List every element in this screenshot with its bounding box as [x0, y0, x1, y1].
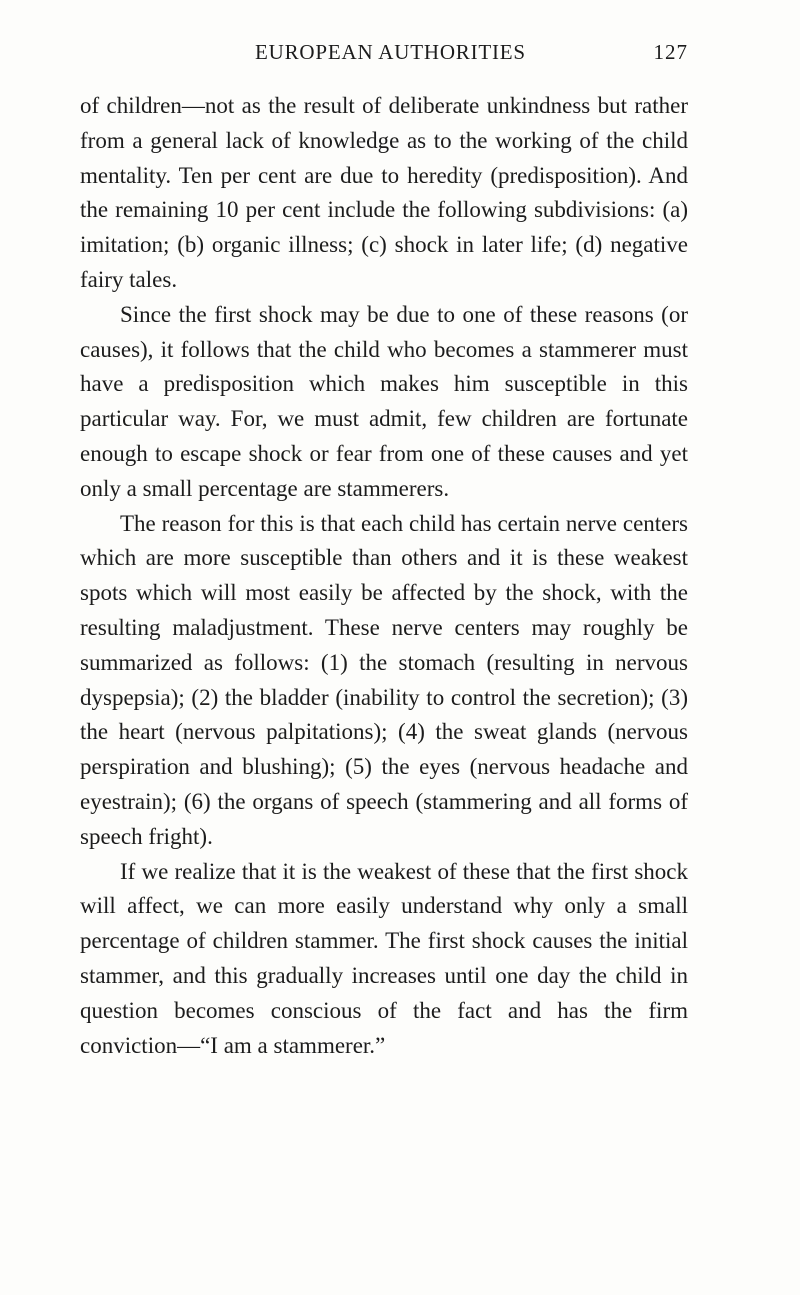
paragraph-2: Since the first shock may be due to one of these reasons (or causes), it follows that the child who becomes a stammerer must have a predisposition which makes him susceptible in this particular way. For, we must admit, few children are fortunate enough to escape shock or fear from one of these causes and yet only a small percentage are stammerers.: [80, 301, 688, 501]
paragraph-4: If we realize that it is the weakest of these that the first shock will affect, we can more easily understand why only a small percentage of children stammer. The first shock causes the initial stammer, and this gradually increases until one day the child in question becomes conscious of the fact and has the firm conviction—“I am a stammerer.”: [80, 858, 688, 1058]
paragraph-3: The reason for this is that each child has certain nerve centers which are more susceptible than others and it is these weakest spots which will most easily be affected by the shock, with the resulting maladjustment. These nerve centers may roughly be summarized as follows: (1) the stomach (resulting in nervous dyspepsia); (2) the bladder (inability to control the secretion); (3) the heart (nervous palpitations); (4) the sweat glands (nervous perspiration and blushing); (5) the eyes (nervous headache and eyestrain); (6) the organs of speech (stammering and all forms of speech fright).: [80, 510, 688, 849]
running-head: [80, 40, 688, 76]
book-page: [80, 40, 688, 1063]
paragraph-1: of children—not as the result of deliberate unkindness but rather from a general lack of knowledge as to the working of the child mentality. Ten per cent are due to heredity (predisposition). And the remaining 10 per cent include the following subdivisions: (a) imitation; (b) organic illness; (c) shock in later life; (d) negative fairy tales.: [80, 93, 688, 292]
running-title: EUROPEAN AUTHORITIES: [255, 40, 526, 64]
page-number: 127: [653, 40, 688, 64]
body-text: [80, 89, 688, 1063]
